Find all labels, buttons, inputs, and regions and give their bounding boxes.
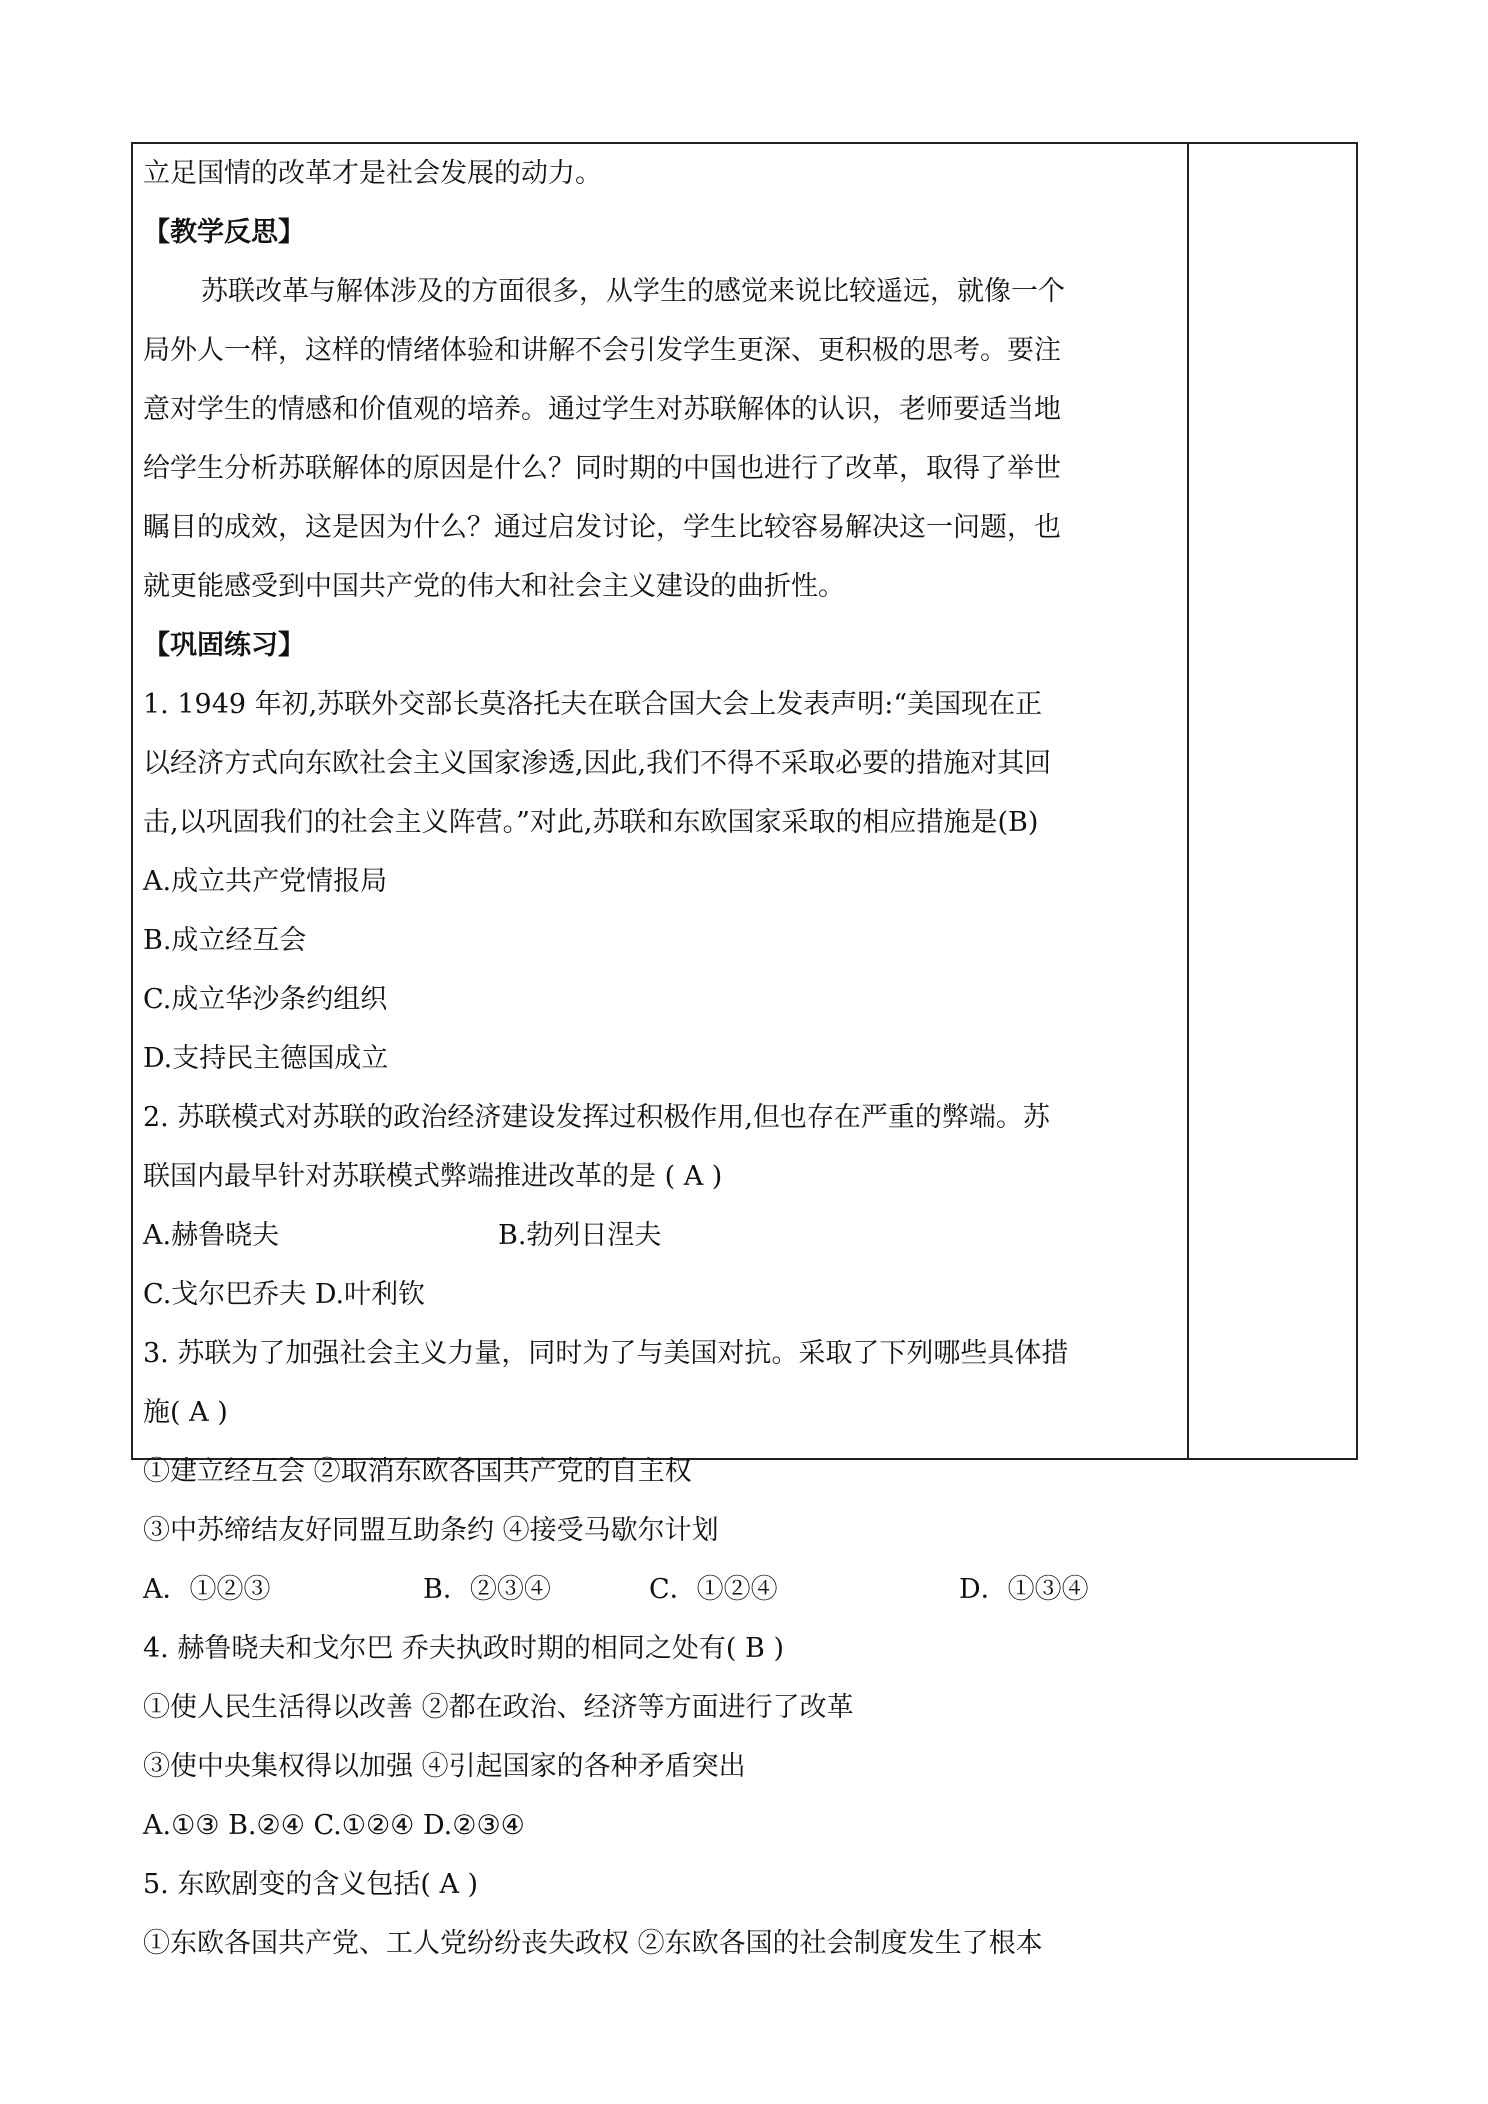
option-a: A.赫鲁晓夫 bbox=[143, 1220, 280, 1251]
question-line: 3. 苏联为了加强社会主义力量，同时为了与美国对抗。采取了下列哪些具体措 bbox=[143, 1338, 1069, 1369]
question-line: 联国内最早针对苏联模式弊端推进改革的是 ( A ) bbox=[143, 1161, 723, 1192]
statement-line: ③中苏缔结友好同盟互助条约 ④接受马歇尔计划 bbox=[143, 1515, 719, 1546]
option-line: C.成立华沙条约组织 bbox=[143, 984, 388, 1015]
option-line: A.①③ B.②④ C.①②④ D.②③④ bbox=[143, 1810, 525, 1841]
text-line: 给学生分析苏联解体的原因是什么？同时期的中国也进行了改革，取得了举世 bbox=[143, 453, 1061, 484]
text-line: 局外人一样，这样的情绪体验和讲解不会引发学生更深、更积极的思考。要注 bbox=[143, 335, 1061, 366]
section-heading-practice: 【巩固练习】 bbox=[143, 630, 305, 661]
question-line: 5. 东欧剧变的含义包括( A ) bbox=[143, 1869, 479, 1900]
question-line: 4. 赫鲁晓夫和戈尔巴 乔夫执政时期的相同之处有( B ) bbox=[143, 1633, 784, 1664]
option-d: D．①③④ bbox=[959, 1574, 1089, 1605]
option-line bbox=[143, 1560, 1179, 1619]
statement-line: ①东欧各国共产党、工人党纷纷丧失政权 ②东欧各国的社会制度发生了根本 bbox=[143, 1928, 1043, 1959]
main-cell bbox=[143, 144, 1179, 1973]
statement-line: ①使人民生活得以改善 ②都在政治、经济等方面进行了改革 bbox=[143, 1692, 854, 1723]
document-table bbox=[131, 142, 1358, 1959]
option-a: A．①②③ bbox=[143, 1574, 271, 1605]
question-line: 施( A ) bbox=[143, 1397, 228, 1428]
text-line: 就更能感受到中国共产党的伟大和社会主义建设的曲折性。 bbox=[143, 571, 845, 602]
option-line bbox=[143, 1206, 1179, 1265]
question-line: 击,以巩固我们的社会主义阵营。”对此,苏联和东欧国家采取的相应措施是(B) bbox=[143, 807, 1039, 838]
text-line: 意对学生的情感和价值观的培养。通过学生对苏联解体的认识，老师要适当地 bbox=[143, 394, 1061, 425]
side-cell bbox=[1189, 144, 1356, 1458]
text-line: 瞩目的成效，这是因为什么？通过启发讨论，学生比较容易解决这一问题，也 bbox=[143, 512, 1061, 543]
option-line: C.戈尔巴乔夫 D.叶利钦 bbox=[143, 1279, 426, 1310]
question-line: 2. 苏联模式对苏联的政治经济建设发挥过积极作用,但也存在严重的弊端。苏 bbox=[143, 1102, 1050, 1133]
text-line: 立足国情的改革才是社会发展的动力。 bbox=[143, 158, 602, 189]
statement-line: ①建立经互会 ②取消东欧各国共产党的自主权 bbox=[143, 1456, 692, 1487]
option-line: D.支持民主德国成立 bbox=[143, 1043, 389, 1074]
question-line: 以经济方式向东欧社会主义国家渗透,因此,我们不得不采取必要的措施对其回 bbox=[143, 748, 1052, 779]
text-line: 苏联改革与解体涉及的方面很多，从学生的感觉来说比较遥远，就像一个 bbox=[201, 276, 1065, 307]
option-b: B．②③④ bbox=[423, 1574, 551, 1605]
question-line: 1. 1949 年初,苏联外交部长莫洛托夫在联合国大会上发表声明:“美国现在正 bbox=[143, 689, 1043, 720]
option-b: B.勃列日涅夫 bbox=[498, 1220, 662, 1251]
option-line: B.成立经互会 bbox=[143, 925, 307, 956]
option-c: C．①②④ bbox=[649, 1574, 778, 1605]
statement-line: ③使中央集权得以加强 ④引起国家的各种矛盾突出 bbox=[143, 1751, 746, 1782]
option-line: A.成立共产党情报局 bbox=[143, 866, 388, 897]
section-heading-reflection: 【教学反思】 bbox=[143, 217, 305, 248]
